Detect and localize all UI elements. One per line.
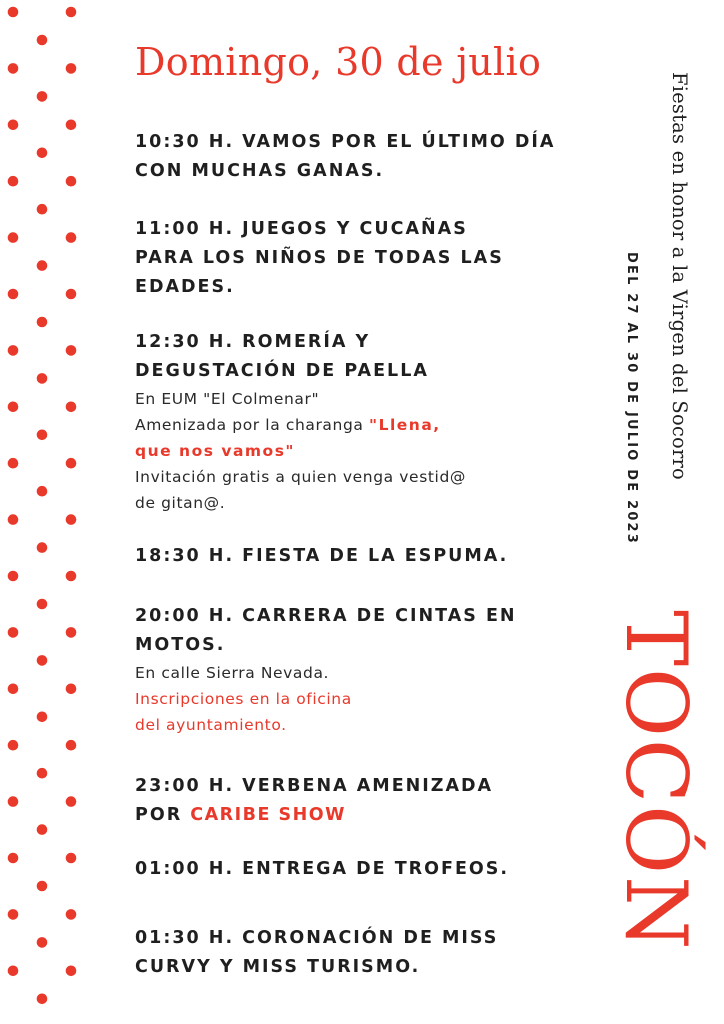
- highlight-text: CARIBE SHOW: [190, 805, 346, 825]
- dot: [37, 35, 48, 46]
- line-text: del ayuntamiento.: [135, 716, 287, 734]
- dot: [66, 514, 77, 525]
- line-text: 12:30 H. ROMERÍA Y: [135, 332, 371, 352]
- dot: [37, 937, 48, 948]
- dot: [8, 402, 19, 413]
- line-text: Amenizada por la charanga: [135, 416, 364, 434]
- line-text: CON MUCHAS GANAS.: [135, 161, 385, 181]
- dot: [66, 345, 77, 356]
- dot: [66, 7, 77, 18]
- dot: [37, 204, 48, 215]
- line-text: de gitan@.: [135, 494, 226, 512]
- dot: [66, 120, 77, 131]
- line-text: 01:30 H. CORONACIÓN DE MISS: [135, 928, 499, 948]
- dot: [37, 881, 48, 892]
- event-heading-line: [135, 602, 575, 631]
- dot: [8, 627, 19, 638]
- dot: [8, 345, 19, 356]
- dot: [8, 796, 19, 807]
- event-heading-line: [135, 855, 575, 884]
- dot: [37, 430, 48, 441]
- line-text: DEGUSTACIÓN DE PAELLA: [135, 361, 429, 381]
- dot: [66, 176, 77, 187]
- dot: [8, 7, 19, 18]
- event-heading-line: [135, 542, 575, 571]
- dot: [37, 148, 48, 159]
- dot: [66, 966, 77, 977]
- event-heading-line: [135, 953, 575, 982]
- event-detail-line: [135, 438, 575, 464]
- event-detail-line: [135, 412, 575, 438]
- line-text: En EUM "El Colmenar": [135, 390, 320, 408]
- dot: [66, 627, 77, 638]
- dot: [37, 317, 48, 328]
- dot: [66, 684, 77, 695]
- line-text: 18:30 H. FIESTA DE LA ESPUMA.: [135, 546, 509, 566]
- event-detail-line: [135, 464, 575, 490]
- event-heading-line: [135, 631, 575, 660]
- event-item: [135, 128, 575, 186]
- event-heading-line: [135, 273, 575, 302]
- dot: [37, 260, 48, 271]
- line-text: PARA LOS NIÑOS DE TODAS LAS: [135, 248, 504, 268]
- highlight-text: "Llena,: [369, 416, 441, 434]
- line-text: que nos vamos": [135, 442, 296, 460]
- event-detail-line: [135, 686, 575, 712]
- event-heading-line: [135, 801, 575, 830]
- line-text: Invitación gratis a quien venga vestid@: [135, 468, 466, 486]
- dot: [66, 63, 77, 74]
- dot: [8, 289, 19, 300]
- line-text: 20:00 H. CARRERA DE CINTAS EN: [135, 606, 517, 626]
- event-detail-line: [135, 386, 575, 412]
- dot: [37, 486, 48, 497]
- event-item: [135, 328, 575, 516]
- event-detail-line: [135, 712, 575, 738]
- dot: [37, 655, 48, 666]
- page-title: Domingo, 30 de julio: [135, 40, 542, 84]
- line-text: En calle Sierra Nevada.: [135, 664, 330, 682]
- dot: [8, 176, 19, 187]
- line-text: 10:30 H. VAMOS POR EL ÚLTIMO DÍA: [135, 132, 556, 152]
- event-heading-line: [135, 357, 575, 386]
- dot: [8, 909, 19, 920]
- dot: [8, 458, 19, 469]
- dot: [37, 824, 48, 835]
- dot: [66, 853, 77, 864]
- dot: [37, 768, 48, 779]
- event-heading-line: [135, 244, 575, 273]
- dot: [37, 599, 48, 610]
- dot: [8, 63, 19, 74]
- dot: [37, 373, 48, 384]
- dot: [66, 740, 77, 751]
- festival-dates: DEL 27 AL 30 DE JULIO DE 2023: [624, 252, 639, 546]
- dot: [66, 571, 77, 582]
- dot: [37, 542, 48, 553]
- dot: [8, 571, 19, 582]
- event-detail-line: [135, 490, 575, 516]
- event-item: [135, 772, 575, 830]
- dot: [8, 853, 19, 864]
- line-text: MOTOS.: [135, 635, 226, 655]
- dot: [37, 91, 48, 102]
- line-text: 01:00 H. ENTREGA DE TROFEOS.: [135, 859, 510, 879]
- dot: [37, 712, 48, 723]
- event-heading-line: [135, 215, 575, 244]
- event-heading-line: [135, 924, 575, 953]
- dot: [66, 232, 77, 243]
- line-text: Inscripciones en la oficina: [135, 690, 352, 708]
- event-heading-line: [135, 772, 575, 801]
- line-text: CURVY Y MISS TURISMO.: [135, 957, 421, 977]
- dot: [66, 289, 77, 300]
- dot: [8, 120, 19, 131]
- line-text: 23:00 H. VERBENA AMENIZADA: [135, 776, 494, 796]
- event-item: [135, 924, 575, 982]
- line-text: EDADES.: [135, 277, 235, 297]
- event-item: [135, 855, 575, 884]
- line-text: POR: [135, 805, 183, 825]
- dot: [8, 684, 19, 695]
- event-detail-line: [135, 660, 575, 686]
- event-heading-line: [135, 128, 575, 157]
- dot: [8, 232, 19, 243]
- event-item: [135, 602, 575, 738]
- polka-dot-border: [0, 0, 90, 1024]
- event-item: [135, 215, 575, 302]
- dot: [37, 994, 48, 1005]
- dot: [66, 458, 77, 469]
- dot: [8, 966, 19, 977]
- event-heading-line: [135, 157, 575, 186]
- dot: [66, 402, 77, 413]
- dot: [66, 909, 77, 920]
- town-name: TOCÓN: [607, 610, 705, 952]
- line-text: 11:00 H. JUEGOS Y CUCAÑAS: [135, 219, 468, 239]
- dot: [66, 796, 77, 807]
- event-heading-line: [135, 328, 575, 357]
- festival-title: Fiestas en honor a la Virgen del Socorro: [668, 72, 691, 480]
- dot: [8, 740, 19, 751]
- dot: [8, 514, 19, 525]
- event-item: [135, 542, 575, 571]
